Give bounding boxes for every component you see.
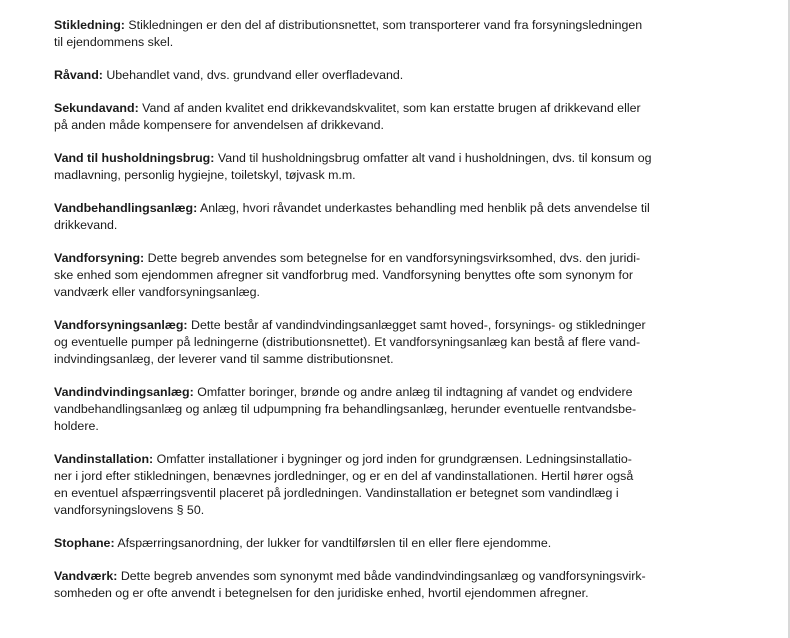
glossary-entry (54, 67, 654, 84)
glossary-entry (54, 150, 654, 184)
glossary-definition-line: ner i jord efter stikledningen, benævnes jordledninger, og er en del af vandinstallationen. Hertil hører også (54, 469, 634, 483)
glossary-entry (54, 17, 654, 51)
glossary-definition-line: somheden og er ofte anvendt i betegnelsen for den juridiske enhed, hvortil ejendommen afregner. (54, 586, 589, 600)
glossary-entry (54, 317, 654, 368)
glossary-term: Sekundavand: (54, 101, 139, 115)
glossary-term: Vandindvindingsanlæg: (54, 385, 194, 399)
glossary-entry (54, 100, 654, 134)
glossary-term: Vandforsyning: (54, 251, 145, 265)
glossary-entry (54, 451, 654, 519)
glossary-definition-line: holdere. (54, 419, 99, 433)
glossary-term: Stikledning: (54, 18, 125, 32)
glossary-term: Vandinstallation: (54, 452, 154, 466)
glossary-definition-line: Dette begreb anvendes som betegnelse for en vandforsyningsvirksomhed, dvs. den juridi- (147, 251, 641, 265)
glossary-entry (54, 535, 654, 552)
glossary-term: Stophane: (54, 536, 115, 550)
glossary-definition-line: vandforsyningslovens § 50. (54, 503, 205, 517)
glossary-definition-line: en eventuel afspærringsventil placeret på jordledningen. Vandinstallation er betegnet som vandindlæg i (54, 486, 619, 500)
glossary-definition-line: Anlæg, hvori råvandet underkastes behandling med henblik på dets anvendelse til (199, 201, 650, 215)
glossary-definition-line: indvindingsanlæg, der leverer vand til samme distributionsnet. (54, 352, 394, 366)
glossary-entry (54, 568, 654, 602)
glossary-definition-line: Stikledningen er den del af distributionsnettet, som transporterer vand fra forsyningsledningen (128, 18, 643, 32)
glossary-entry (54, 200, 654, 234)
glossary-definition-line: Ubehandlet vand, dvs. grundvand eller overfladevand. (106, 68, 404, 82)
glossary-term: Råvand: (54, 68, 103, 82)
glossary-term: Vandforsyningsanlæg: (54, 318, 188, 332)
glossary-definition-line: ske enhed som ejendommen afregner sit vandforbrug med. Vandforsyning benyttes ofte som synonym for (54, 268, 633, 282)
glossary-definition-line: madlavning, personlig hygiejne, toiletskyl, tøjvask m.m. (54, 168, 356, 182)
glossary-definition-line: og eventuelle pumper på ledningerne (distributionsnettet). Et vandforsyningsanlæg kan bestå af flere vand- (54, 335, 641, 349)
glossary-definition-line: Afspærringsanordning, der lukker for vandtilførslen til en eller flere ejendomme. (117, 536, 552, 550)
glossary-definition-line: på anden måde kompensere for anvendelsen af drikkevand. (54, 118, 384, 132)
glossary-definition-line: Omfatter installationer i bygninger og jord inden for grundgrænsen. Ledningsinstallatio- (156, 452, 632, 466)
glossary-entry (54, 250, 654, 301)
glossary-definition-line: Dette består af vandindvindingsanlægget samt hoved-, forsynings- og stikledninger (191, 318, 646, 332)
glossary-definition-line: Vand til husholdningsbrug omfatter alt vand i husholdningen, dvs. til konsum og (217, 151, 652, 165)
glossary-definition-line: vandværk eller vandforsyningsanlæg. (54, 285, 260, 299)
glossary-definition-line: drikkevand. (54, 218, 118, 232)
glossary-term: Vandbehandlingsanlæg: (54, 201, 198, 215)
glossary-definition-line: til ejendommens skel. (54, 35, 174, 49)
glossary-entry (54, 384, 654, 435)
glossary-definition-line: Dette begreb anvendes som synonymt med både vandindvindingsanlæg og vandforsyningsvirk- (120, 569, 646, 583)
glossary-definition-line: vandbehandlingsanlæg og anlæg til udpumpning fra behandlingsanlæg, herunder eventuelle rentvandsbe- (54, 402, 637, 416)
glossary-term: Vand til husholdningsbrug: (54, 151, 215, 165)
glossary-definition-line: Vand af anden kvalitet end drikkevandskvalitet, som kan erstatte brugen af drikkevand eller (142, 101, 641, 115)
glossary-definition-line: Omfatter boringer, brønde og andre anlæg til indtagning af vandet og endvidere (197, 385, 633, 399)
document-page (54, 17, 654, 618)
glossary-term: Vandværk: (54, 569, 118, 583)
